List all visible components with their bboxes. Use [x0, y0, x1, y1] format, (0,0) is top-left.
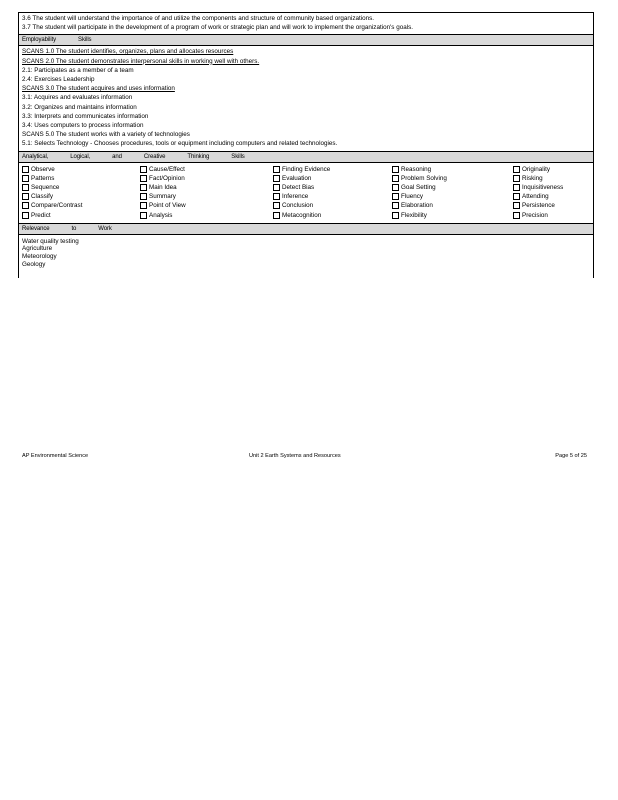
employability-line: 3.1: Acquires and evaluates information	[22, 94, 133, 102]
skill-label: Classify	[31, 193, 54, 201]
skill-checkbox-risking[interactable]	[513, 174, 573, 183]
checkbox-icon[interactable]	[273, 175, 280, 182]
skill-label: Conclusion	[282, 202, 314, 210]
standards-table	[18, 12, 594, 278]
checkbox-icon[interactable]	[140, 202, 147, 209]
skills-column	[513, 165, 573, 220]
skills-column	[140, 165, 273, 220]
checkbox-icon[interactable]	[273, 202, 280, 209]
employability-line: 2.1: Participates as a member of a team	[22, 66, 134, 74]
checkbox-icon[interactable]	[513, 166, 520, 173]
skill-label: Problem Solving	[401, 174, 447, 182]
employability-line: 5.1: Selects Technology - Chooses procedures, tools or equipment including computers and related technologies.	[22, 140, 338, 148]
skills-column	[392, 165, 513, 220]
thinking-skills-grid	[19, 163, 593, 223]
skill-label: Evaluation	[282, 174, 312, 182]
employability-line: SCANS 3.0 The student acquires and uses information	[22, 85, 175, 93]
skill-checkbox-sequence[interactable]	[22, 183, 140, 192]
skill-checkbox-reasoning[interactable]	[392, 165, 513, 174]
relevance-item: Water quality testing	[22, 237, 79, 245]
skill-checkbox-cause-effect[interactable]	[140, 165, 273, 174]
skill-label: Precision	[522, 211, 548, 219]
checkbox-icon[interactable]	[392, 175, 399, 182]
skill-label: Originality	[522, 165, 550, 173]
skill-label: Sequence	[31, 184, 60, 192]
skill-label: Point of View	[149, 202, 186, 210]
skill-label: Risking	[522, 174, 543, 182]
checkbox-icon[interactable]	[22, 175, 29, 182]
checkbox-icon[interactable]	[392, 212, 399, 219]
checkbox-icon[interactable]	[513, 193, 520, 200]
skill-checkbox-flexibility[interactable]	[392, 211, 513, 220]
employability-skills	[19, 46, 593, 150]
skill-label: Metacognition	[282, 211, 322, 219]
skill-label: Compare/Contrast	[31, 202, 83, 210]
skill-label: Elaboration	[401, 202, 433, 210]
checkbox-icon[interactable]	[22, 184, 29, 191]
skill-label: Analysis	[149, 211, 173, 219]
skill-checkbox-originality[interactable]	[513, 165, 573, 174]
skill-checkbox-fluency[interactable]	[392, 192, 513, 201]
skill-label: Summary	[149, 193, 176, 201]
skill-label: Inference	[282, 193, 309, 201]
checkbox-icon[interactable]	[140, 175, 147, 182]
skill-checkbox-predict[interactable]	[22, 211, 140, 220]
skill-checkbox-compare-contrast[interactable]	[22, 201, 140, 210]
employability-line: 3.2: Organizes and maintains information	[22, 103, 137, 111]
checkbox-icon[interactable]	[22, 212, 29, 219]
skill-checkbox-patterns[interactable]	[22, 174, 140, 183]
footer-page-number: Page 5 of 25	[555, 453, 587, 459]
skill-label: Reasoning	[401, 165, 432, 173]
checkbox-icon[interactable]	[140, 184, 147, 191]
employability-line: 3.4: Uses computers to process information	[22, 122, 144, 130]
checkbox-icon[interactable]	[273, 212, 280, 219]
skill-label: Attending	[522, 193, 549, 201]
skills-column	[22, 165, 140, 220]
thinking-skills-header: Analytical, Logical, and Creative Thinking Skills	[19, 151, 593, 163]
skill-checkbox-inference[interactable]	[273, 192, 392, 201]
employability-line: SCANS 1.0 The student identifies, organizes, plans and allocates resources	[22, 48, 234, 56]
footer-course: AP Environmental Science	[22, 453, 89, 459]
footer-unit: Unit 2 Earth Systems and Resources	[249, 453, 341, 459]
skill-label: Fluency	[401, 193, 424, 201]
skill-checkbox-point-of-view[interactable]	[140, 201, 273, 210]
skill-label: Inquisitiveness	[522, 184, 564, 192]
skill-checkbox-detect-bias[interactable]	[273, 183, 392, 192]
employability-line: SCANS 2.0 The student demonstrates interpersonal skills in working well with others.	[22, 57, 260, 65]
skills-column	[273, 165, 392, 220]
checkbox-icon[interactable]	[140, 212, 147, 219]
checkbox-icon[interactable]	[22, 166, 29, 173]
skill-checkbox-evaluation[interactable]	[273, 174, 392, 183]
checkbox-icon[interactable]	[513, 212, 520, 219]
skill-checkbox-finding-evidence[interactable]	[273, 165, 392, 174]
checkbox-icon[interactable]	[513, 175, 520, 182]
skill-label: Persistence	[522, 202, 555, 210]
skill-label: Flexibility	[401, 211, 427, 219]
intro-block	[19, 13, 593, 34]
checkbox-icon[interactable]	[392, 166, 399, 173]
checkbox-icon[interactable]	[140, 193, 147, 200]
skill-checkbox-analysis[interactable]	[140, 211, 273, 220]
page-footer	[22, 453, 587, 463]
employability-header: Employability Skills	[19, 34, 593, 46]
checkbox-icon[interactable]	[140, 166, 147, 173]
skill-checkbox-inquisitiveness[interactable]	[513, 183, 573, 192]
relevance-item: Geology	[22, 260, 46, 268]
skill-label: Predict	[31, 211, 51, 219]
skill-label: Patterns	[31, 174, 55, 182]
relevance-list	[19, 235, 593, 278]
skill-label: Finding Evidence	[282, 165, 331, 173]
checkbox-icon[interactable]	[273, 184, 280, 191]
skill-label: Observe	[31, 165, 55, 173]
relevance-item: Agriculture	[22, 245, 53, 253]
skill-label: Goal Setting	[401, 184, 436, 192]
employability-line: SCANS 5.0 The student works with a variety of technologies	[22, 131, 190, 139]
skill-checkbox-metacognition[interactable]	[273, 211, 392, 220]
relevance-header: Relevance to Work	[19, 223, 593, 235]
skill-checkbox-goal-setting[interactable]	[392, 183, 513, 192]
checkbox-icon[interactable]	[22, 193, 29, 200]
skill-checkbox-observe[interactable]	[22, 165, 140, 174]
skill-checkbox-classify[interactable]	[22, 192, 140, 201]
employability-line: 2.4: Exercises Leadership	[22, 76, 95, 84]
skill-checkbox-problem-solving[interactable]	[392, 174, 513, 183]
skill-checkbox-summary[interactable]	[140, 192, 273, 201]
skill-checkbox-main-idea[interactable]	[140, 183, 273, 192]
checkbox-icon[interactable]	[513, 184, 520, 191]
checkbox-icon[interactable]	[392, 193, 399, 200]
standard-3-6: 3.6 The student will understand the importance of and utilize the components and structure of community based organizations.	[22, 15, 375, 22]
skill-checkbox-conclusion[interactable]	[273, 201, 392, 210]
checkbox-icon[interactable]	[392, 202, 399, 209]
checkbox-icon[interactable]	[22, 202, 29, 209]
standard-3-7: 3.7 The student will participate in the development of a program of work or strategic plan and will work to implement the organization's goals.	[22, 24, 413, 32]
checkbox-icon[interactable]	[273, 193, 280, 200]
checkbox-icon[interactable]	[513, 202, 520, 209]
checkbox-icon[interactable]	[392, 184, 399, 191]
skill-label: Main Idea	[149, 184, 177, 192]
skill-checkbox-elaboration[interactable]	[392, 201, 513, 210]
skill-label: Detect Bias	[282, 184, 315, 192]
skill-checkbox-fact-opinion[interactable]	[140, 174, 273, 183]
skill-checkbox-precision[interactable]	[513, 211, 573, 220]
employability-line: 3.3: Interprets and communicates information	[22, 112, 149, 120]
skill-label: Cause/Effect	[149, 165, 185, 173]
skill-checkbox-attending[interactable]	[513, 192, 573, 201]
skill-label: Fact/Opinion	[149, 174, 185, 182]
checkbox-icon[interactable]	[273, 166, 280, 173]
skill-checkbox-persistence[interactable]	[513, 201, 573, 210]
relevance-item: Meteorology	[22, 252, 57, 260]
